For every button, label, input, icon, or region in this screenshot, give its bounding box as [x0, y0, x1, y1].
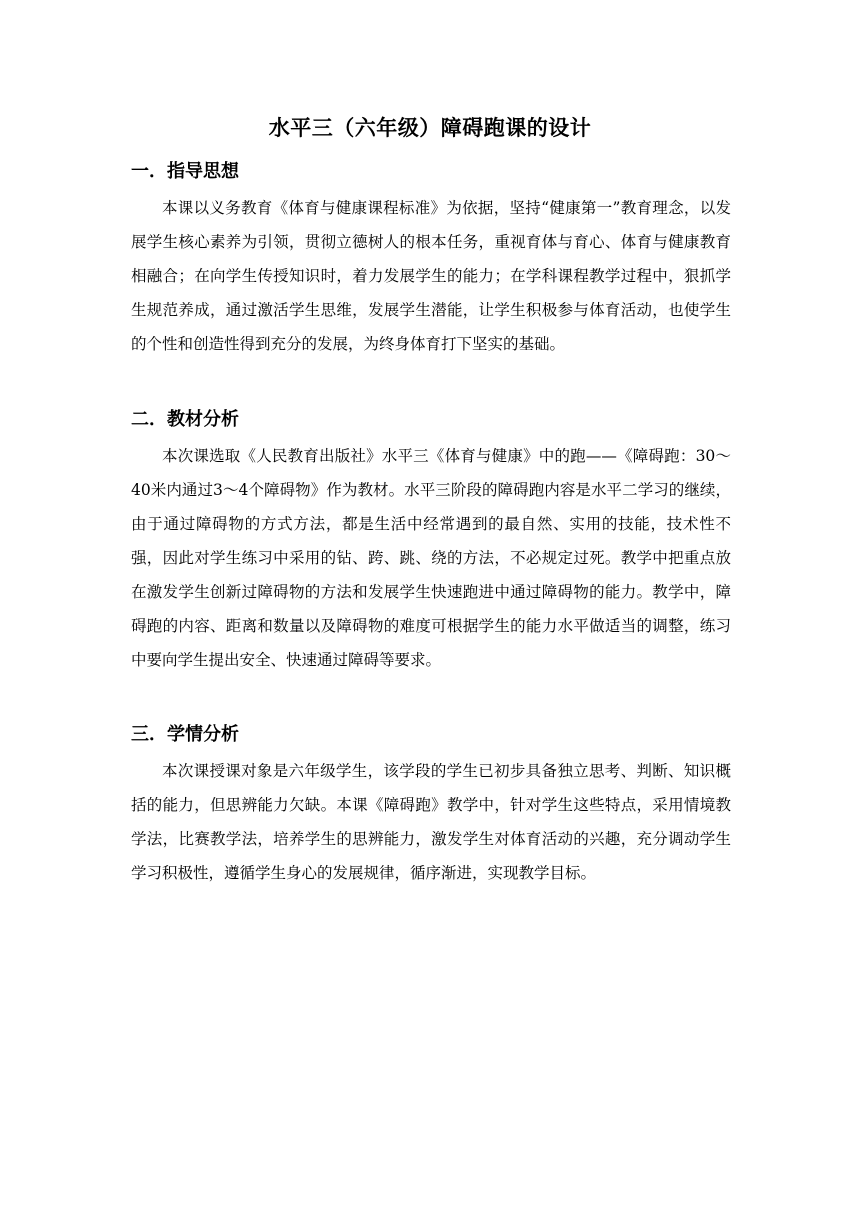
section-heading: 二．教材分析: [131, 409, 239, 430]
section-paragraph: 本次课选取《人民教育出版社》水平三《体育与健康》中的跑——《障碍跑：30～40米内通过3～4个障碍物》作为教材。水平三阶段的障碍跑内容是水平二学习的继续，由于通过障碍物的方式方法，都是生活中经常遇到的最自然、实用的技能，技术性不强，因此对学生练习中采用的钻、跨、跳、绕的方法，不必规定过死。教学中把重点放在激发学生创新过障碍物的方法和发展学生快速跑进中通过障碍物的能力。教学中，障碍跑的内容、距离和数量以及障碍物的难度可根据学生的能力水平做适当的调整，练习中要向学生提出安全、快速通过障碍等要求。: [131, 447, 731, 669]
section-heading: 三．学情分析: [131, 724, 239, 745]
section-guiding-ideology: [131, 158, 731, 361]
section-paragraph: 本课以义务教育《体育与健康课程标准》为依据，坚持“健康第一”教育理念，以发展学生核心素养为引领，贯彻立德树人的根本任务，重视育体与育心、体育与健康教育相融合；在向学生传授知识时，着力发展学生的能力；在学科课程教学过程中，狠抓学生规范养成，通过激活学生思维，发展学生潜能，让学生积极参与体育活动，也使学生的个性和创造性得到充分的发展，为终身体育打下坚实的基础。: [131, 199, 731, 353]
document-title: 水平三（六年级）障碍跑课的设计: [268, 116, 592, 140]
section-material-analysis: [131, 406, 731, 677]
section-heading: 一．指导思想: [131, 161, 239, 182]
section-student-analysis: [131, 721, 731, 890]
section-paragraph: 本次课授课对象是六年级学生，该学段的学生已初步具备独立思考、判断、知识概括的能力，但思辨能力欠缺。本课《障碍跑》教学中，针对学生这些特点，采用情境教学法，比赛教学法，培养学生的思辨能力，激发学生对体育活动的兴趣，充分调动学生学习积极性，遵循学生身心的发展规律，循序渐进，实现教学目标。: [131, 762, 731, 882]
